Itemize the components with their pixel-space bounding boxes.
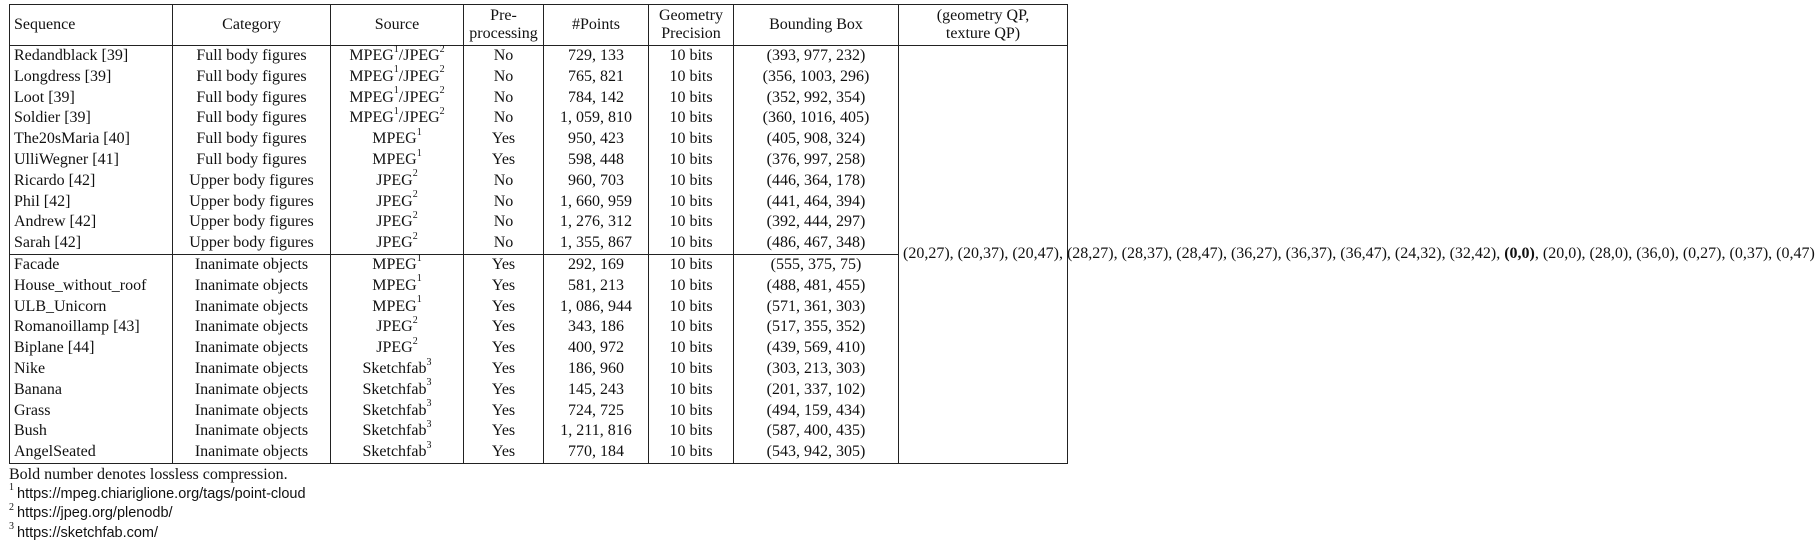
source-name: MPEG [349,67,394,85]
source-footnote-mark: 1 [416,126,422,138]
bounding-box-cell: (517, 355, 352) [734,317,899,338]
preprocessing-cell: No [464,46,544,67]
category-cell: Upper body figures [173,192,331,213]
sequence-cell: Loot [39] [10,88,173,109]
header-cell: Source [331,5,464,46]
source-footnote-mark: 1 [393,106,399,118]
precision-cell: 10 bits [649,401,734,422]
points-cell: 145, 243 [544,380,649,401]
category-cell: Inanimate objects [173,297,331,318]
category-cell: Upper body figures [173,171,331,192]
source-cell [331,230,464,254]
source-cell [331,398,464,422]
source-footnote-mark: 2 [412,230,418,242]
source-name: Sketchfab [362,380,427,398]
preprocessing-cell: Yes [464,150,544,171]
sequence-cell: Ricardo [42] [10,171,173,192]
points-cell: 1, 355, 867 [544,233,649,254]
sequence-cell: Romanoillamp [43] [10,317,173,338]
source-footnote-mark: 2 [412,315,418,327]
source-footnote-mark: 1 [393,43,399,55]
points-cell: 343, 186 [544,317,649,338]
footnote-link[interactable]: https://sketchfab.com/ [17,524,159,541]
source-cell [331,439,464,463]
points-cell: 1, 059, 810 [544,108,649,129]
points-cell: 598, 448 [544,150,649,171]
header-cell: Bounding Box [734,5,899,46]
bounding-box-cell: (352, 992, 354) [734,88,899,109]
source-footnote-mark: 1 [416,252,422,264]
points-cell: 1, 086, 944 [544,297,649,318]
table-container [9,4,1815,543]
qp-cell [899,46,1815,464]
source-name-2: /JPEG [398,67,440,85]
source-footnote-mark: 1 [416,294,422,306]
sequence-cell: Grass [10,401,173,422]
header-cell: Pre- processing [464,5,544,46]
category-cell: Inanimate objects [173,380,331,401]
sequence-cell: Soldier [39] [10,108,173,129]
table-row [10,46,1068,67]
source-footnote-mark: 2 [412,210,418,222]
bounding-box-cell: (303, 213, 303) [734,359,899,380]
precision-cell: 10 bits [649,254,734,275]
sequence-cell: Biplane [44] [10,338,173,359]
footnote [9,482,1067,505]
bounding-box-cell: (360, 1016, 405) [734,108,899,129]
sequence-cell: Sarah [42] [10,233,173,254]
precision-cell: 10 bits [649,129,734,150]
bounding-box-cell: (446, 364, 178) [734,171,899,192]
source-name: MPEG [349,88,394,106]
sequence-cell: UlliWegner [41] [10,150,173,171]
source-footnote-mark: 3 [426,439,432,451]
precision-cell: 10 bits [649,46,734,67]
points-cell: 784, 142 [544,88,649,109]
source-cell [331,168,464,192]
header-cell: #Points [544,5,649,46]
bounding-box-cell: (439, 569, 410) [734,338,899,359]
precision-cell: 10 bits [649,171,734,192]
bounding-box-cell: (441, 464, 394) [734,192,899,213]
source-name: JPEG [376,213,413,231]
category-cell: Inanimate objects [173,421,331,442]
bounding-box-cell: (555, 375, 75) [734,254,899,275]
qp-lossless-value: (0,0) [1504,245,1535,263]
bounding-box-cell: (376, 997, 258) [734,150,899,171]
table-notes [9,465,1067,543]
bold-note: Bold number denotes lossless compression. [9,465,288,483]
footnote-link[interactable]: https://jpeg.org/plenodb/ [17,505,173,522]
source-footnote-mark: 2 [412,189,418,201]
points-cell: 581, 213 [544,276,649,297]
source-cell [331,421,464,442]
source-name: JPEG [376,234,413,252]
sequence-cell: ULB_Unicorn [10,297,173,318]
source-name: Sketchfab [362,422,427,440]
source-footnote-mark-2: 2 [439,106,445,118]
precision-cell: 10 bits [649,276,734,297]
bounding-box-cell: (571, 361, 303) [734,297,899,318]
source-name: MPEG [372,130,417,148]
points-cell: 186, 960 [544,359,649,380]
category-cell: Inanimate objects [173,276,331,297]
points-cell: 724, 725 [544,401,649,422]
precision-cell: 10 bits [649,108,734,129]
preprocessing-cell: Yes [464,338,544,359]
precision-cell: 10 bits [649,212,734,233]
source-name: JPEG [376,192,413,210]
preprocessing-cell: Yes [464,401,544,422]
preprocessing-cell: Yes [464,359,544,380]
source-name: MPEG [372,150,417,168]
category-cell: Inanimate objects [173,442,331,463]
points-cell: 292, 169 [544,254,649,275]
footnote [9,501,1067,524]
bounding-box-cell: (543, 942, 305) [734,442,899,463]
category-cell: Full body figures [173,67,331,88]
precision-cell: 10 bits [649,192,734,213]
precision-cell: 10 bits [649,233,734,254]
source-footnote-mark: 3 [426,419,432,431]
category-cell: Inanimate objects [173,338,331,359]
preprocessing-cell: No [464,192,544,213]
source-cell [331,147,464,171]
source-footnote-mark: 3 [426,356,432,368]
bounding-box-cell: (488, 481, 455) [734,276,899,297]
source-footnote-mark: 2 [412,335,418,347]
preprocessing-cell: Yes [464,297,544,318]
bounding-box-cell: (392, 444, 297) [734,212,899,233]
source-name: JPEG [376,318,413,336]
header-cell: (geometry QP, texture QP) [899,5,1068,46]
source-cell [331,108,464,129]
preprocessing-cell: No [464,212,544,233]
sequence-cell: Andrew [42] [10,212,173,233]
category-cell: Upper body figures [173,233,331,254]
header-row [10,5,1068,46]
preprocessing-cell: No [464,108,544,129]
category-cell: Full body figures [173,46,331,67]
source-footnote-mark: 1 [416,273,422,285]
category-cell: Full body figures [173,88,331,109]
source-footnote-mark: 1 [416,147,422,159]
source-name-2: /JPEG [398,109,440,127]
sequence-cell: Redandblack [39] [10,46,173,67]
source-footnote-mark: 3 [426,377,432,389]
preprocessing-cell: Yes [464,317,544,338]
source-name: MPEG [349,47,394,64]
preprocessing-cell: Yes [464,254,544,275]
preprocessing-cell: Yes [464,276,544,297]
source-cell [331,254,464,275]
points-cell: 765, 821 [544,67,649,88]
header-cell: Geometry Precision [649,5,734,46]
sequence-cell: Nike [10,359,173,380]
source-footnote-mark-2: 2 [439,85,445,97]
precision-cell: 10 bits [649,317,734,338]
source-cell [331,335,464,359]
bounding-box-cell: (486, 467, 348) [734,233,899,254]
precision-cell: 10 bits [649,380,734,401]
points-cell: 1, 660, 959 [544,192,649,213]
bounding-box-cell: (494, 159, 434) [734,401,899,422]
source-cell [331,377,464,401]
bounding-box-cell: (201, 337, 102) [734,380,899,401]
source-cell [331,212,464,233]
header-cell: Sequence [10,5,173,46]
sequence-cell: Phil [42] [10,192,173,213]
precision-cell: 10 bits [649,67,734,88]
source-name: JPEG [376,339,413,357]
source-name: Sketchfab [362,401,427,419]
source-footnote-mark: 1 [393,85,399,97]
source-name: MPEG [372,276,417,294]
source-footnote-mark-2: 2 [439,64,445,76]
source-footnote-mark: 3 [426,398,432,410]
source-name-2: /JPEG [398,47,440,64]
sequence-cell: Bush [10,421,173,442]
precision-cell: 10 bits [649,442,734,463]
footnote [9,521,1067,543]
precision-cell: 10 bits [649,297,734,318]
category-cell: Inanimate objects [173,401,331,422]
preprocessing-cell: No [464,233,544,254]
points-cell: 950, 423 [544,129,649,150]
qp-values-rest: , (20,0), (28,0), (36,0), (0,27), (0,37), (0,47) [1534,245,1815,263]
table-body [10,43,1815,464]
category-cell: Inanimate objects [173,359,331,380]
precision-cell: 10 bits [649,150,734,171]
points-cell: 1, 276, 312 [544,212,649,233]
source-name: Sketchfab [362,443,427,461]
precision-cell: 10 bits [649,359,734,380]
source-footnote-mark: 1 [393,64,399,76]
preprocessing-cell: No [464,67,544,88]
qp-values: (20,27), (20,37), (20,47), (28,27), (28,37), (28,47), (36,27), (36,37), (36,47), (24,32), (32,42), [903,245,1505,263]
sequence-cell: House_without_roof [10,276,173,297]
category-cell: Full body figures [173,108,331,129]
footnote-mark: 3 [9,521,14,533]
source-cell [331,317,464,338]
source-name: MPEG [349,109,394,127]
footnote-mark: 2 [9,501,14,513]
precision-cell: 10 bits [649,88,734,109]
preprocessing-cell: Yes [464,421,544,442]
bounding-box-cell: (356, 1003, 296) [734,67,899,88]
preprocessing-cell: Yes [464,380,544,401]
points-cell: 400, 972 [544,338,649,359]
bounding-box-cell: (587, 400, 435) [734,421,899,442]
preprocessing-cell: No [464,171,544,192]
source-name: Sketchfab [362,359,427,377]
preprocessing-cell: Yes [464,442,544,463]
points-cell: 1, 211, 816 [544,421,649,442]
source-cell [331,273,464,297]
source-footnote-mark: 2 [412,168,418,180]
precision-cell: 10 bits [649,338,734,359]
precision-cell: 10 bits [649,421,734,442]
footnote-mark: 1 [9,482,14,494]
source-footnote-mark-2: 2 [439,43,445,55]
dataset-table [9,4,1815,464]
preprocessing-cell: No [464,88,544,109]
source-name: JPEG [376,171,413,189]
bounding-box-cell: (393, 977, 232) [734,46,899,67]
category-cell: Inanimate objects [173,317,331,338]
category-cell: Upper body figures [173,212,331,233]
source-cell [331,356,464,380]
category-cell: Full body figures [173,129,331,150]
source-name-2: /JPEG [398,88,440,106]
source-cell [331,294,464,318]
category-cell: Full body figures [173,150,331,171]
preprocessing-cell: Yes [464,129,544,150]
sequence-cell: Facade [10,254,173,275]
source-cell [331,126,464,150]
source-name: MPEG [372,297,417,315]
footnote-link[interactable]: https://mpeg.chiariglione.org/tags/point-cloud [17,485,306,502]
points-cell: 960, 703 [544,171,649,192]
points-cell: 770, 184 [544,442,649,463]
source-cell [331,189,464,213]
sequence-cell: Banana [10,380,173,401]
points-cell: 729, 133 [544,46,649,67]
source-name: MPEG [372,255,417,273]
sequence-cell: Longdress [39] [10,67,173,88]
qp-list [903,245,1815,262]
sequence-cell: AngelSeated [10,442,173,463]
header-cell: Category [173,5,331,46]
sequence-cell: The20sMaria [40] [10,129,173,150]
bounding-box-cell: (405, 908, 324) [734,129,899,150]
category-cell: Inanimate objects [173,254,331,275]
